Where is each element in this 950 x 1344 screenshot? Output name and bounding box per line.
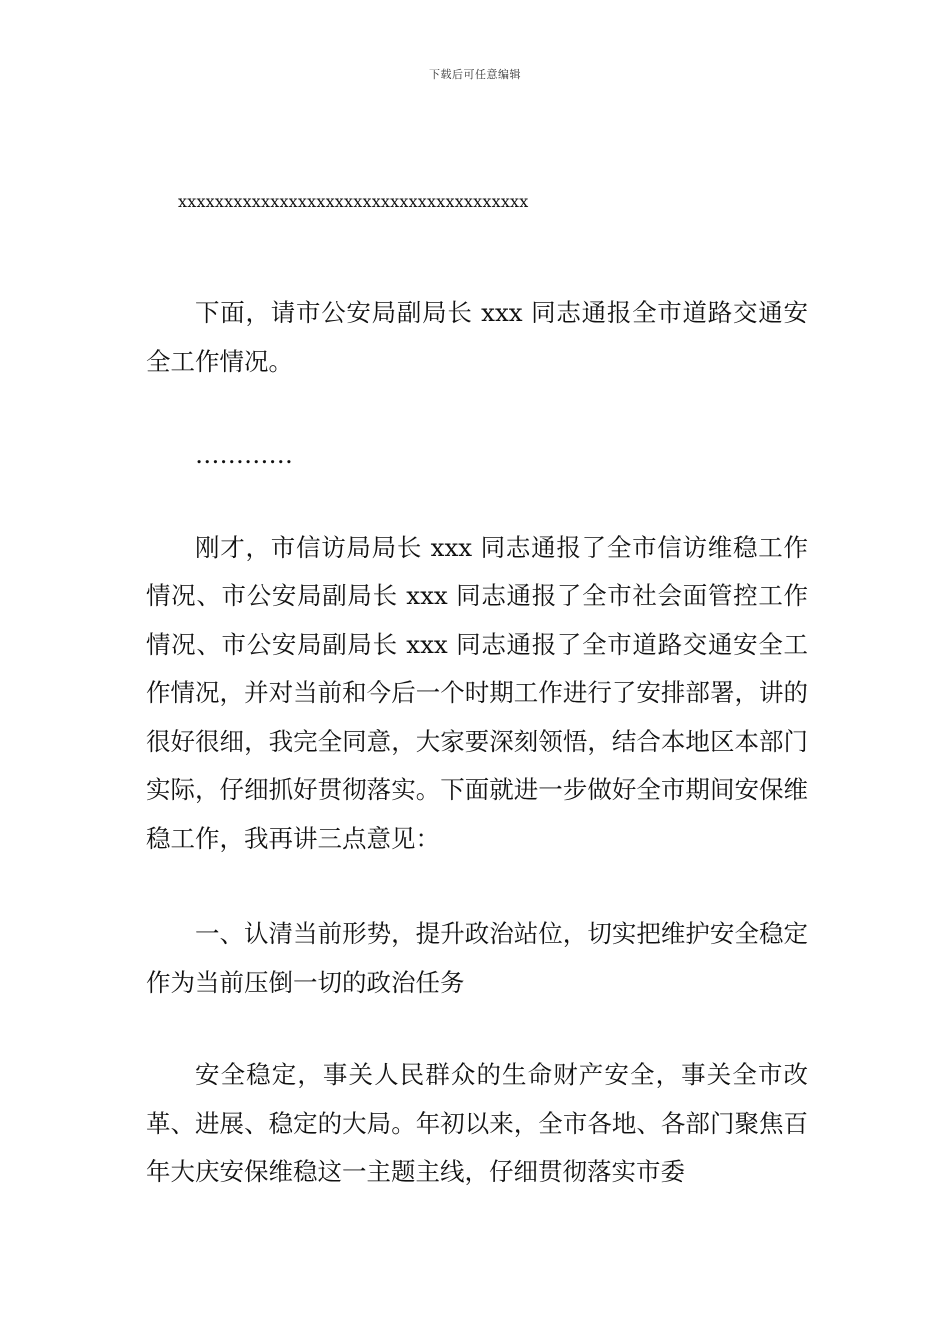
page-header: 下载后可任意编辑 — [429, 68, 521, 81]
placeholder-line: xxxxxxxxxxxxxxxxxxxxxxxxxxxxxxxxxxxxxx — [178, 192, 529, 211]
paragraph-section-1-body: 安全稳定，事关人民群众的生命财产安全，事关全市改革、进展、稳定的大局。年初以来，全市各地、各部门聚焦百年大庆安保维稳这一主题主线，仔细贯彻落实市委 — [146, 1060, 808, 1186]
ellipsis-line: ………… — [195, 440, 293, 469]
document-body — [146, 178, 808, 1197]
paragraph-announcement: 下面，请市公安局副局长 xxx 同志通报全市道路交通安全工作情况。 — [146, 298, 808, 376]
paragraph-summary: 刚才，市信访局局长 xxx 同志通报了全市信访维稳工作情况、市公安局副局长 xxx 同志通报了全市社会面管控工作情况、市公安局副局长 xxx 同志通报了全市道路交通安全工作情况，并对当前和今后一个时期工作进行了安排部署，讲的很好很细，我完全同意，大家要深刻领悟，结合本地区本部门实际，仔细抓好贯彻落实。下面就进一步做好全市期间安保维稳工作，我再讲三点意见： — [146, 532, 808, 853]
section-heading-1: 一、认清当前形势，提升政治站位，切实把维护安全稳定作为当前压倒一切的政治任务 — [146, 919, 808, 997]
